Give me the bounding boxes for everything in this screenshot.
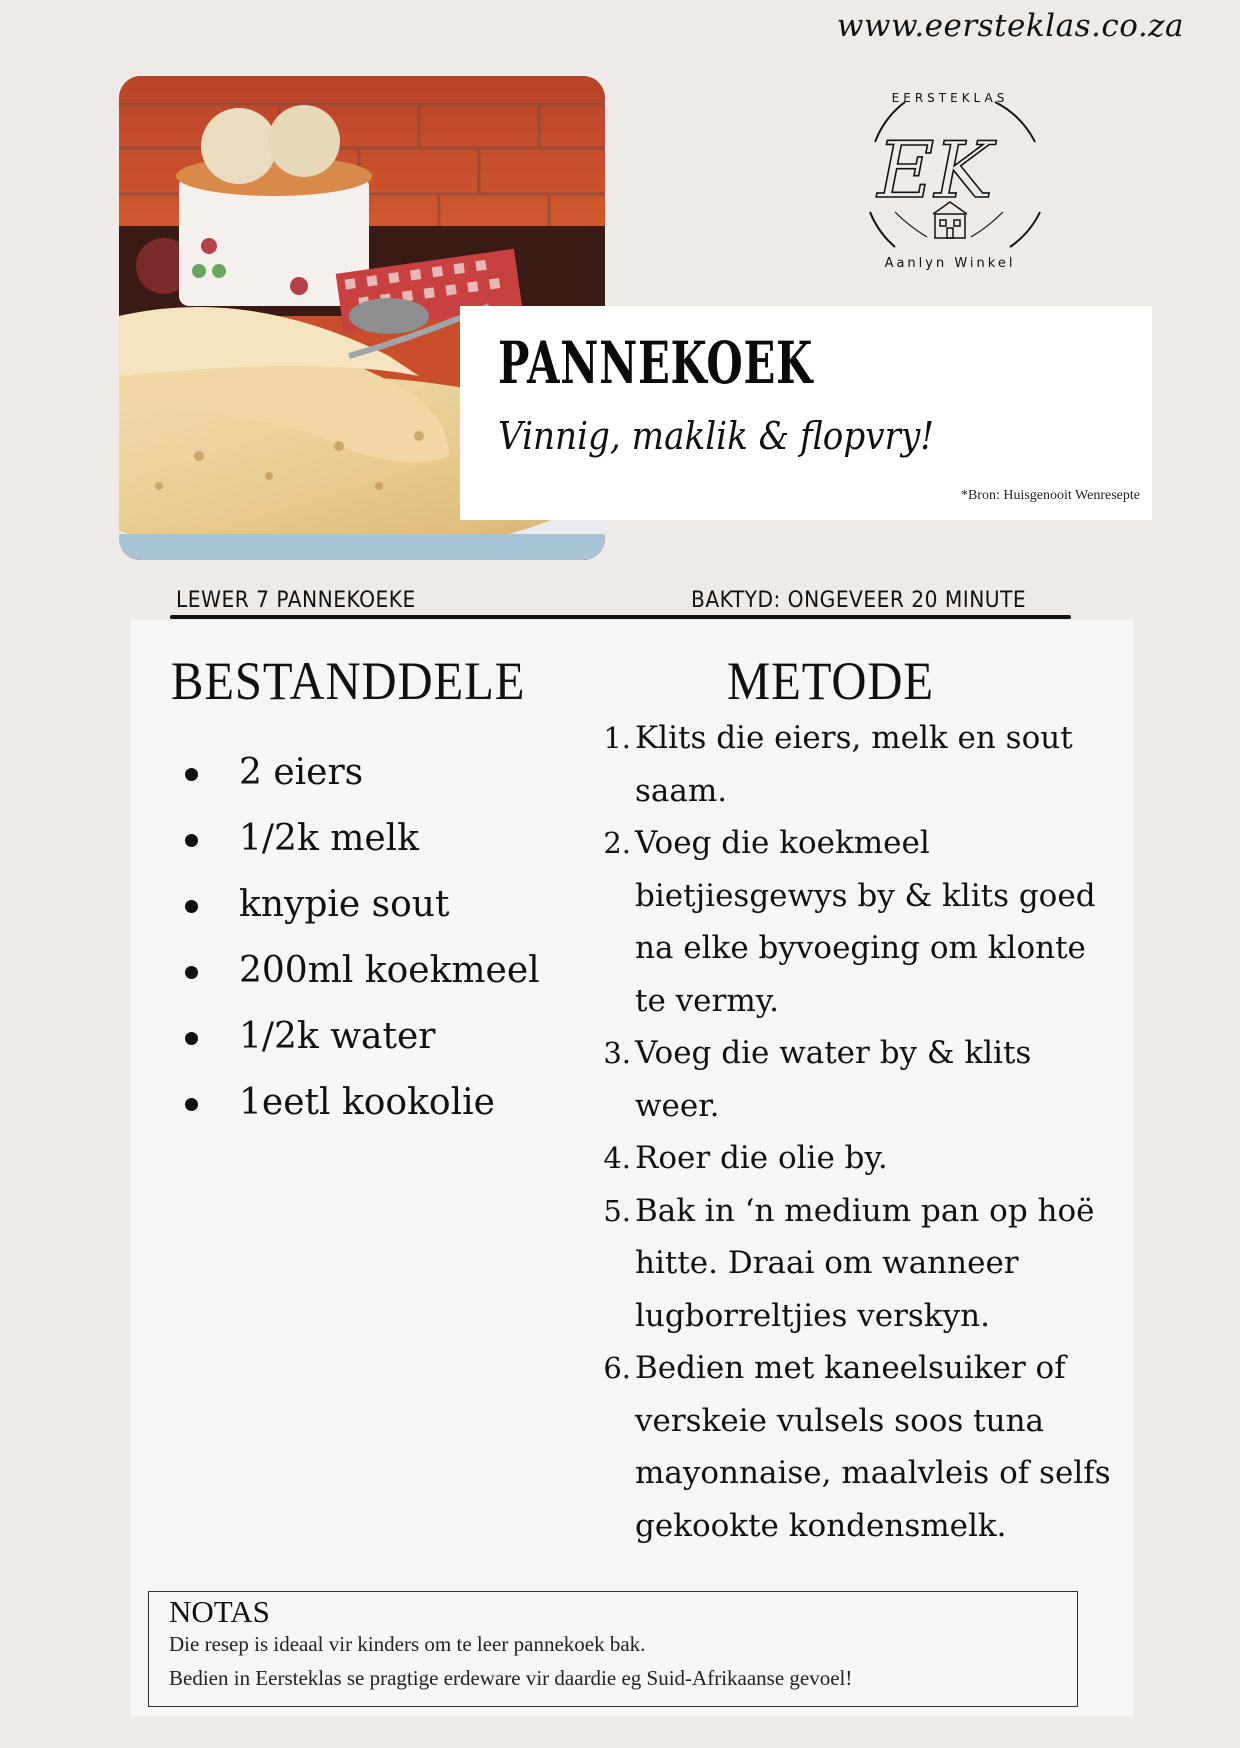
ingredient-item: 2 eiers bbox=[185, 740, 540, 806]
website-url[interactable]: www.eersteklas.co.za bbox=[836, 8, 1184, 44]
recipe-source: *Bron: Huisgenooit Wenresepte bbox=[960, 488, 1140, 503]
ingredient-item: 1/2k water bbox=[185, 1004, 540, 1070]
ingredient-item: 1eetl kookolie bbox=[185, 1070, 540, 1136]
logo-monogram: EK bbox=[877, 126, 993, 216]
recipe-title: PANNEKOEK bbox=[498, 329, 814, 397]
ingredients-list bbox=[185, 740, 540, 1136]
method-step: 6. Bedien met kaneelsuiker of verskeie vulsels soos tuna mayonnaise, maalvleis of selfs gekookte kondensmelk. bbox=[603, 1350, 1111, 1544]
method-step: 1. Klits die eiers, melk en sout saam. bbox=[603, 720, 1073, 809]
method-step: 2. Voeg die koekmeel bietjiesgewys by & klits goed na elke byvoeging om klonte te vermy. bbox=[603, 825, 1096, 1019]
method-heading: METODE bbox=[727, 651, 934, 711]
recipe-panel bbox=[131, 620, 1133, 1716]
method-step: 4. Roer die olie by. bbox=[603, 1140, 888, 1176]
ingredients-heading: BESTANDDELE bbox=[171, 651, 526, 711]
notes-box bbox=[148, 1591, 1078, 1707]
ingredient-item: 200ml koekmeel bbox=[185, 938, 540, 1004]
bullet-icon bbox=[185, 1098, 198, 1111]
bullet-icon bbox=[185, 834, 198, 847]
eersteklas-logo bbox=[835, 72, 1065, 282]
logo-top-text: EERSTEKLAS bbox=[891, 91, 1009, 105]
logo-bottom-text: Aanlyn Winkel bbox=[884, 256, 1016, 271]
bullet-icon bbox=[185, 768, 198, 781]
divider-line bbox=[170, 615, 1071, 619]
bullet-icon bbox=[185, 966, 198, 979]
method-step: 5. Bak in ‘n medium pan op hoë hitte. Draai om wanneer lugborreltjies verskyn. bbox=[603, 1192, 1095, 1334]
method-list bbox=[599, 712, 1119, 1552]
bullet-icon bbox=[185, 900, 198, 913]
yield-label: LEWER 7 PANNEKOEKE bbox=[176, 588, 416, 613]
bullet-icon bbox=[185, 1032, 198, 1045]
method-step: 3. Voeg die water by & klits weer. bbox=[603, 1035, 1032, 1124]
recipe-subtitle: Vinnig, maklik & flopvry! bbox=[498, 414, 935, 458]
notes-line: Bedien in Eersteklas se pragtige erdeware vir daardie eg Suid-Afrikaanse gevoel! bbox=[169, 1666, 853, 1690]
title-card bbox=[460, 306, 1152, 520]
bake-time-label: BAKTYD: ONGEVEER 20 MINUTE bbox=[691, 588, 1027, 613]
notes-heading: NOTAS bbox=[169, 1594, 270, 1629]
notes-line: Die resep is ideaal vir kinders om te leer pannekoek bak. bbox=[169, 1632, 646, 1656]
ingredient-item: 1/2k melk bbox=[185, 806, 540, 872]
ingredient-item: knypie sout bbox=[185, 872, 540, 938]
